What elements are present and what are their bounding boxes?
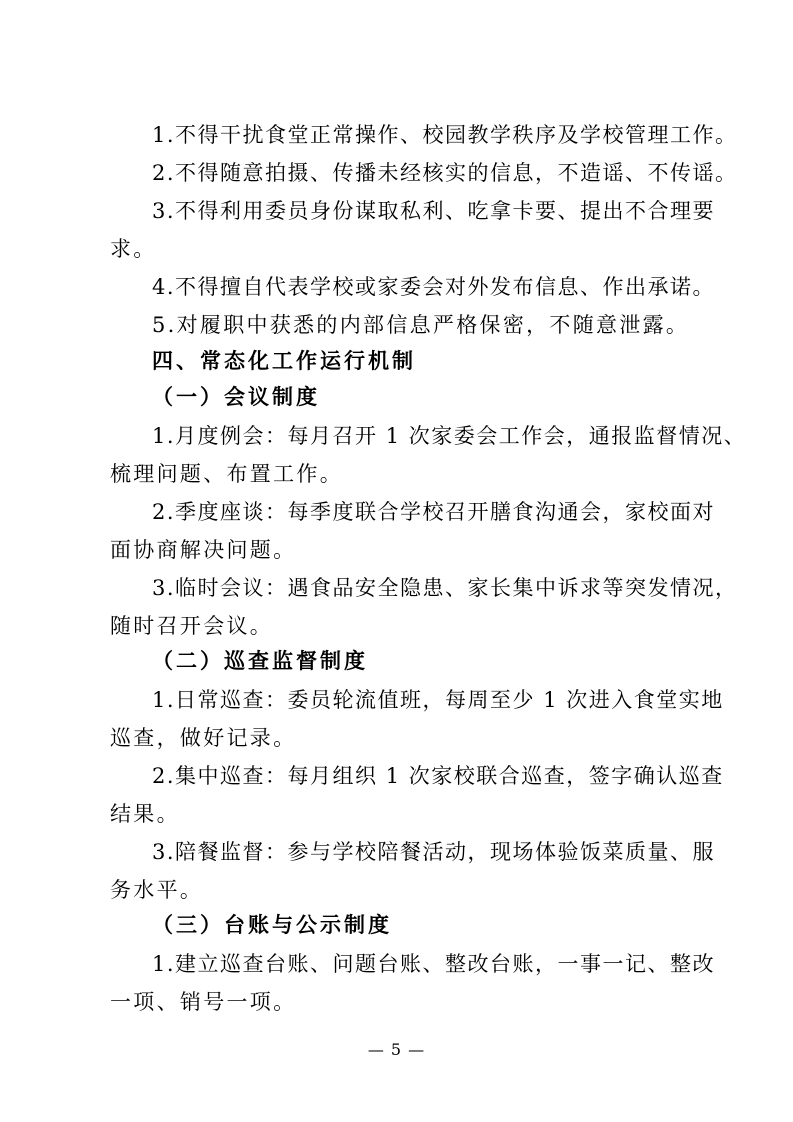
section-heading-4: 四、常态化工作运行机制 <box>152 349 416 373</box>
ledger-item-1-line-1: 1.建立巡查台账、问题台账、整改台账，一事一记、整改 <box>152 952 716 976</box>
meeting-item-2-line-2: 面协商解决问题。 <box>110 538 297 562</box>
subsection-heading-inspection: （二）巡查监督制度 <box>152 649 368 673</box>
inspection-item-2-line-2: 结果。 <box>110 802 180 826</box>
meeting-item-1-line-2: 梳理问题、布置工作。 <box>110 462 343 486</box>
inspection-item-3-line-1: 3.陪餐监督：参与学校陪餐活动，现场体验饭菜质量、服 <box>152 840 716 864</box>
inspection-item-1-line-1: 1.日常巡查：委员轮流值班，每周至少 1 次进入食堂实地 <box>152 688 724 712</box>
meeting-item-3-line-1: 3.临时会议：遇食品安全隐患、家长集中诉求等突发情况， <box>152 576 738 600</box>
meeting-item-3-line-2: 随时召开会议。 <box>110 614 274 638</box>
inspection-item-1-line-2: 巡查，做好记录。 <box>110 726 297 750</box>
meeting-item-2-line-1: 2.季度座谈：每季度联合学校召开膳食沟通会，家校面对 <box>152 500 716 524</box>
page-number: — 5 — <box>367 1040 426 1059</box>
inspection-item-2-line-1: 2.集中巡查：每月组织 1 次家校联合巡查，签字确认巡查 <box>152 764 724 788</box>
inspection-item-3-line-2: 务水平。 <box>110 878 204 902</box>
meeting-item-1-line-1: 1.月度例会：每月召开 1 次家委会工作会，通报监督情况、 <box>152 424 747 448</box>
rule-item-4: 4.不得擅自代表学校或家委会对外发布信息、作出承诺。 <box>152 275 716 299</box>
rule-item-1: 1.不得干扰食堂正常操作、校园教学秩序及学校管理工作。 <box>152 123 738 147</box>
subsection-heading-meeting: （一）会议制度 <box>152 385 320 409</box>
rule-item-3-line-2: 求。 <box>110 237 157 261</box>
rule-item-2: 2.不得随意拍摄、传播未经核实的信息，不造谣、不传谣。 <box>152 161 738 185</box>
subsection-heading-ledger: （三）台账与公示制度 <box>152 913 392 937</box>
rule-item-5: 5.对履职中获悉的内部信息严格保密，不随意泄露。 <box>152 313 690 337</box>
ledger-item-1-line-2: 一项、销号一项。 <box>110 990 297 1014</box>
rule-item-3-line-1: 3.不得利用委员身份谋取私利、吃拿卡要、提出不合理要 <box>152 199 716 223</box>
